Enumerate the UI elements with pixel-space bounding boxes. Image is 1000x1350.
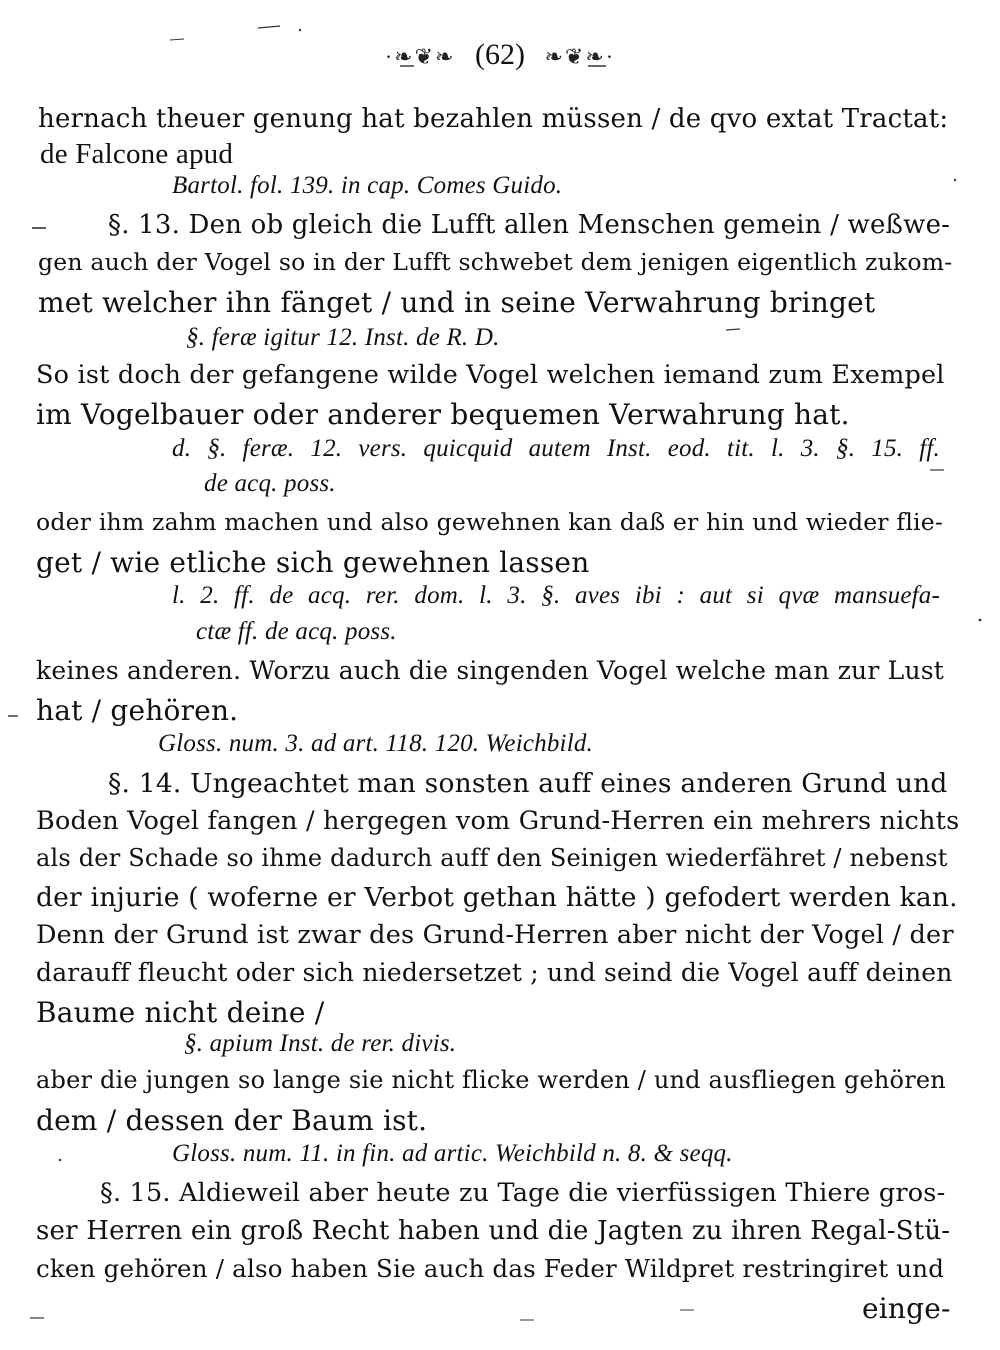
- text-line: cken gehören / also haben Sie auch das Feder Wildpret restringiret und: [36, 1254, 945, 1283]
- section-13-heading-line: §. 13. Den ob gleich die Lufft allen Menschen gemein / weßwe-: [108, 210, 951, 240]
- citation-line: l. 2. ff. de acq. rer. dom. l. 3. §. aves ibi : aut si qvæ mansuefa-: [172, 582, 940, 609]
- text-line: So ist doch der gefangene wilde Vogel welchen iemand zum Exempel: [36, 360, 945, 390]
- page-header: [0, 38, 1000, 72]
- text-line: get / wie etliche sich gewehnen lassen: [36, 546, 590, 579]
- text-line: hat / gehören.: [36, 694, 239, 727]
- text-line: keines anderen. Worzu auch die singenden Vogel welche man zur Lust: [36, 656, 945, 685]
- citation-line: Bartol. fol. 139. in cap. Comes Guido.: [172, 172, 563, 199]
- text-line: de Falcone apud: [40, 138, 234, 170]
- section-14-heading-line: §. 14. Ungeachtet man sonsten auff eines anderen Grund und: [108, 768, 948, 799]
- citation-line: ctæ ff. de acq. poss.: [196, 618, 397, 645]
- citation-line: de acq. poss.: [204, 470, 336, 497]
- text-line: darauff fleucht oder sich niedersetzet ; und seind die Vogel auff deinen: [36, 958, 953, 987]
- text-line: dem / dessen der Baum ist.: [36, 1104, 428, 1137]
- text-line: met welcher ihn fänget / und in seine Verwahrung bringet: [38, 286, 876, 319]
- page-number: (62): [475, 38, 525, 71]
- text-line: der injurie ( woferne er Verbot gethan hätte ) gefodert werden kan.: [36, 882, 958, 913]
- catchword: einge-: [862, 1292, 951, 1325]
- citation-line: d. §. feræ. 12. vers. quicquid autem Inst. eod. tit. l. 3. §. 15. ff.: [172, 435, 940, 462]
- text-line: oder ihm zahm machen und also gewehnen kan daß er hin und wieder flie-: [36, 508, 943, 536]
- citation-line: Gloss. num. 11. in fin. ad artic. Weichbild n. 8. & seqq.: [172, 1140, 733, 1167]
- text-line: hernach theuer genung hat bezahlen müssen / de qvo extat Tractat:: [38, 104, 949, 134]
- citation-line: §. feræ igitur 12. Inst. de R. D.: [186, 324, 500, 351]
- citation-line: §. apium Inst. de rer. divis.: [184, 1030, 457, 1057]
- ornament-right-icon: ❧❦❧·: [544, 44, 616, 69]
- text-line: aber die jungen so lange sie nicht flicke werden / und ausfliegen gehören: [36, 1066, 946, 1094]
- citation-line: Gloss. num. 3. ad art. 118. 120. Weichbild.: [158, 730, 593, 757]
- section-15-heading-line: §. 15. Aldieweil aber heute zu Tage die vierfüssigen Thiere gros-: [100, 1178, 946, 1208]
- text-line: als der Schade so ihme dadurch auff den Seinigen wiederfähret / nebenst: [36, 844, 948, 872]
- text-line: Denn der Grund ist zwar des Grund-Herren aber nicht der Vogel / der: [36, 920, 954, 950]
- text-line: im Vogelbauer oder anderer bequemen Verwahrung hat.: [36, 398, 850, 431]
- text-line: gen auch der Vogel so in der Lufft schwebet dem jenigen eigentlich zukom-: [38, 248, 953, 276]
- text-line: Baume nicht deine /: [36, 996, 325, 1029]
- ornament-left-icon: ·❧❦❧: [384, 44, 456, 69]
- text-line: ser Herren ein groß Recht haben und die Jagten zu ihren Regal-Stü-: [36, 1216, 951, 1246]
- text-line: Boden Vogel fangen / hergegen vom Grund-Herren ein mehrers nichts: [36, 806, 960, 836]
